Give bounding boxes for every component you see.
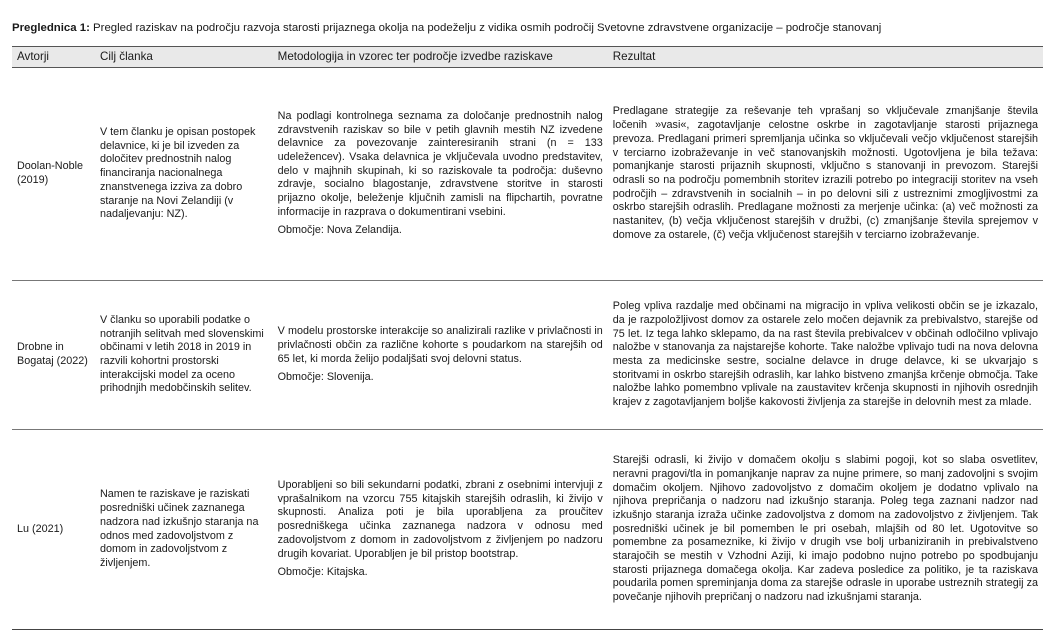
header-row — [12, 47, 1043, 68]
table-row — [12, 281, 1043, 430]
header-method: Metodologija in vzorec ter področje izvedbe raziskave — [273, 47, 608, 68]
area-text: Območje: Kitajska. — [277, 566, 368, 579]
result-cell: Predlagane strategije za reševanje teh vprašanj so vključevale zmanjšanje števila ločenih »vasi«, zagotavljanje celostne oskrbe in zagotavljanje starosti prijaznega prevoza. Predlagani primeri spremljanja učinka so vključevali večjo vključenost starejših v terciarno izobraževanje in več stanovanjskih možnosti. Ugotovljena je bila težava: pomanjkanje starosti prijaznih skupnosti, vključno s stanovanji in prevozom. Starejši odrasli so na področju pomembnih storitev izrazili potrebo po integraciji storitev na vseh področjih – zdravstvenih in socialnih – in po delovni sili z ustreznimi zmogljivostmi za oskrbo starejših odraslih. Predlagane možnosti za merjenje učinka: (a) več možnosti za nastanitev, (b) večja vključenost starejših v družbi, (c) zmanjšanje števila sprejemov v domove za ostarele, (č) večja vključenost starejših v terciarno izobraževanje. — [608, 68, 1043, 281]
table-caption — [12, 21, 1044, 35]
header-authors: Avtorji — [12, 47, 95, 68]
caption-label: Preglednica 1: — [12, 22, 90, 34]
method-text: V modelu prostorske interakcije so analizirali razlike v privlačnosti in privlačnosti občin za različne kohorte s poudarkom na starejših od 65 let, ki morda želijo podaljšati svoj delovni status. — [277, 325, 603, 365]
method-cell — [273, 430, 608, 630]
area-text: Območje: Slovenija. — [277, 371, 374, 384]
goal-cell: V tem članku je opisan postopek delavnice, ki je bil izveden za določitev prednostnih nalog financiranja nacionalnega znanstvenega izziva za dobro staranje na Novi Zelandiji (v nadaljevanju: NZ). — [95, 68, 273, 281]
table-row — [12, 430, 1043, 630]
goal-cell: V članku so uporabili podatke o notranjih selitvah med slovenskimi občinami v letih 2018 in 2019 in razvili kohortni prostorski interakcijski model za oceno prihodnjih medobčinskih selitev. — [95, 281, 273, 430]
author-cell: Lu (2021) — [12, 430, 95, 630]
caption-text: Pregled raziskav na področju razvoja starosti prijaznega okolja na podeželju z vidika osmih področij Svetovne zdravstvene organizacije – področje stanovanj — [93, 22, 882, 34]
review-table — [12, 46, 1043, 630]
header-result: Rezultat — [608, 47, 1043, 68]
method-text: Na podlagi kontrolnega seznama za določanje prednostnih nalog zdravstvenih raziskav so bile v petih glavnih mestih NZ izvedene delavnice za povezovanje zainteresiranih strani (n = 133 udeležencev). Vsaka delavnica je vključevala uvodno predstavitev, delo v majhnih skupinah, ki so raziskovale ta področja: duševno zdravje, socialno blagostanje, zdravstvene storitve in starosti prijazno okolje, beleženje ključnih zamisli na flipchartih, povratne informacije in razprava o dokumentirani vsebini. — [277, 109, 603, 218]
method-cell — [273, 281, 608, 430]
author-cell: Doolan-Noble (2019) — [12, 68, 95, 281]
method-text: Uporabljeni so bili sekundarni podatki, zbrani z osebnimi intervjuji z vprašalnikom na vzorcu 755 kitajskih starejših odraslih, ki živijo v skupnosti. Analiza poti je bila uporabljena za proučitev posredniškega učinka zaznanega nadzora v odnosu med zadovoljstvom z domom in zadovoljstvom z življenjem po nadzoru drugih kovariat. Uporabljen je bil pristop bootstrap. — [277, 479, 603, 560]
author-cell: Drobne in Bogataj (2022) — [12, 281, 95, 430]
method-cell — [273, 68, 608, 281]
area-text: Območje: Nova Zelandija. — [277, 224, 402, 237]
header-goal: Cilj članka — [95, 47, 273, 68]
goal-cell: Namen te raziskave je raziskati posredniški učinek zaznanega nadzora nad izkušnjo staranja na odnos med zadovoljstvom z domom in zadovoljstvom z življenjem. — [95, 430, 273, 630]
table-row — [12, 68, 1043, 281]
result-cell: Starejši odrasli, ki živijo v domačem okolju s slabimi pogoji, kot so slaba osvetlitev, neravni pragovi/tla in pomanjkanje naprav za nujne primere, so manj zadovoljni s svojim domačim okoljem. Njihovo zadovoljstvo z domačim okoljem je dodatno vplivalo na njihova prepričanja o nadzoru nad izkušnjo staranja. Poleg tega zaznani nadzor nad izkušnjo staranja izraža učinke zadovoljstva z domom na zadovoljstvo z življenjem. Tak posredniški učinek je bil pomemben le pri osebah, mlajših od 80 let. Ugotovitve so pomembne za posameznike, ki živijo v drugih vse bolj urbaniziranih in prebivalstveno starajočih se mestih v Vzhodni Aziji, ki imajo podobno nujno potrebo po spodbujanju starosti prijaznega domačega okolja. Kar zadeva posledice za politiko, je ta raziskava poudarila pomen spreminjanja doma za starejše odrasle in uporabe ustreznih strategij za povečanje njihovih prepričanj o nadzoru nad izkušnjami staranja. — [608, 430, 1043, 630]
result-cell: Poleg vpliva razdalje med občinami na migracijo in vpliva velikosti občin se je izkazalo, da je razpoložljivost domov za ostarele zelo močen dejavnik za prebivalstvo, starejše od 75 let. Iz tega lahko sklepamo, da na rast števila prebivalcev v občinah odločilno vplivajo naložbe v stanovanja za najstarejše kohorte. Take naložbe vplivajo tudi na nova delovna mesta za medicinske sestre, socialne delavce in druge delavce, ki se ukvarjajo s storitvami in oskrbo starejših odraslih, kar lahko bistveno zmanjša krčenje območja. Take naložbe lahko pomembno vplivale na zaustavitev krčenja skupnosti in njihovih osrednjih krajev z zagotavljanjem boljše kakovosti življenja za starejše in delovnih mest za mlade. — [608, 281, 1043, 430]
